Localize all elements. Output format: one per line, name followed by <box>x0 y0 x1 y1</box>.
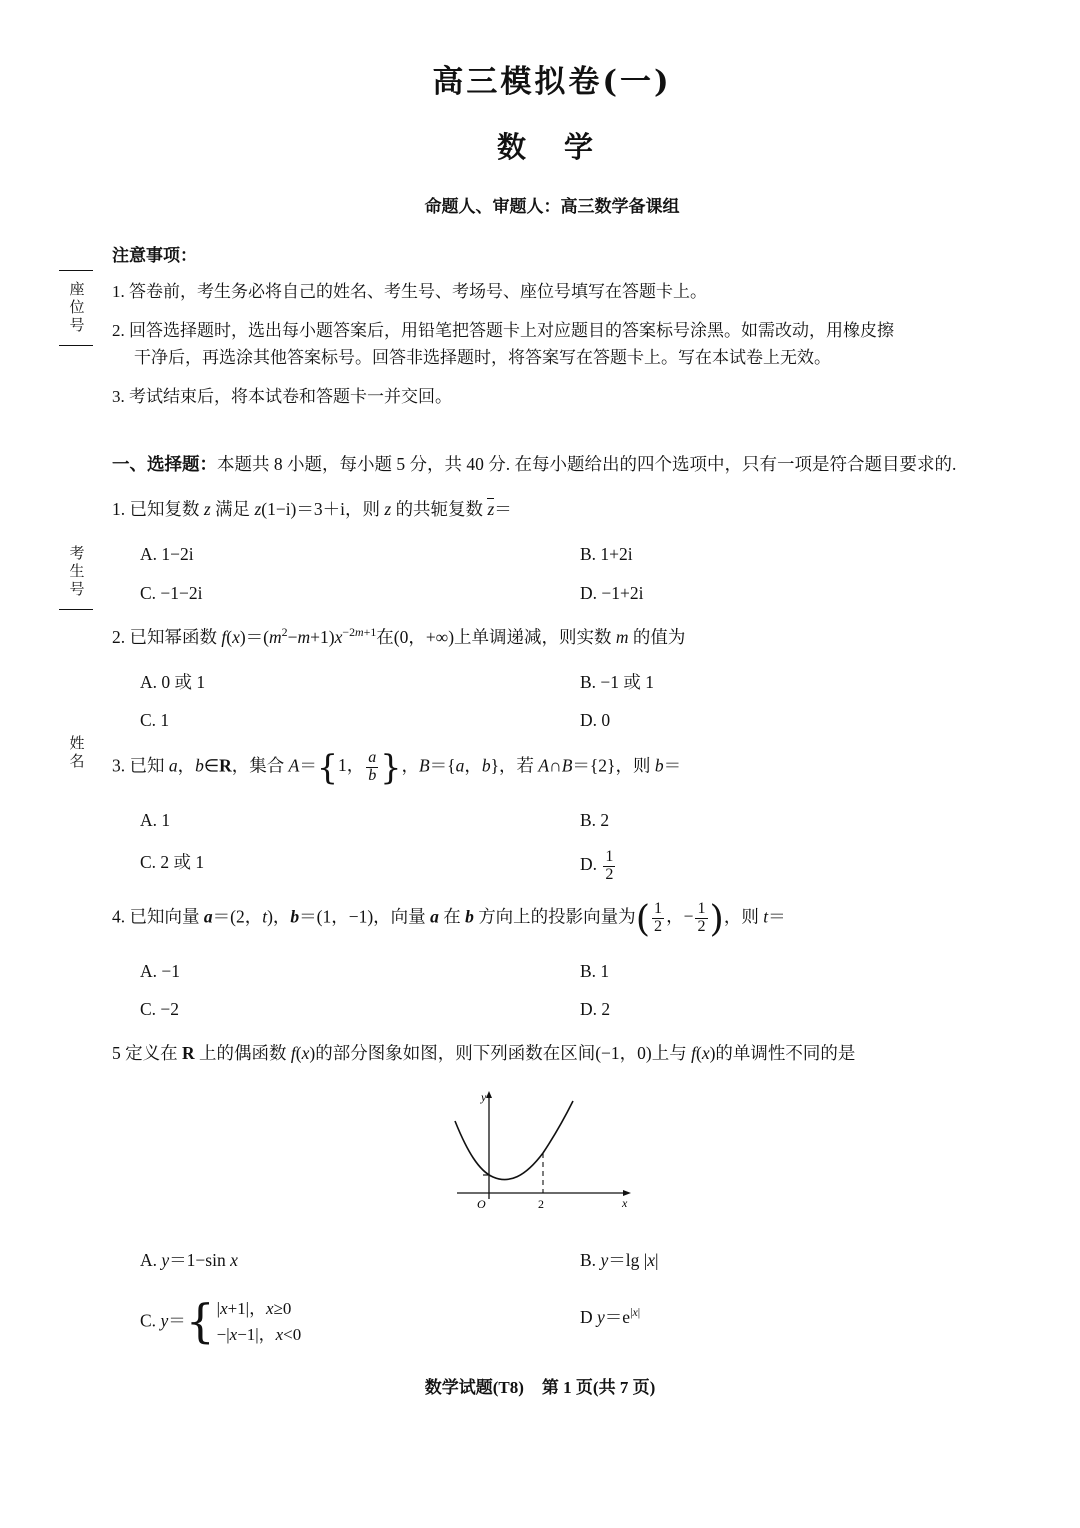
option-d[interactable]: D $y=e^{|x|}$ <box>580 1304 641 1327</box>
question-5-stem: 5 定义在 R 上的偶函数 f(x)的部分图象如图，则下列函数在区间(−1，0)上与 f(x)的单调性不同的是 <box>112 1043 856 1064</box>
origin-label: O <box>477 1197 486 1212</box>
y-axis-arrow <box>486 1091 492 1098</box>
option-b[interactable]: B. 1 <box>580 960 610 981</box>
note-item-line1: 2. 回答选择题时，选出每小题答案后，用铅笔把答题卡上对应题目的答案标号涂黑。如需改动，用橡皮擦 <box>112 321 894 341</box>
option-d[interactable]: D. 2 <box>580 999 611 1020</box>
question-5-options <box>112 1235 992 1348</box>
option-a[interactable]: A. −1 <box>140 960 181 981</box>
option-b[interactable]: B. −1 或 1 <box>580 671 655 692</box>
note-item-line2: 干净后，再选涂其他答案标号。回答非选择题时，将答案写在答题卡上。写在本试卷上无效。 <box>134 347 831 367</box>
question-1-stem: 1. 已知复数 z 满足 z(1−i)＝3＋i，则 z 的共轭复数 z＝ <box>112 499 512 520</box>
question-4-options <box>112 942 992 1023</box>
rail-label-name: 姓名 <box>67 735 84 771</box>
section-text: 本题共 8 小题，每小题 5 分，共 40 分. 在每小题给出的四个选项中，只有一项是符合题目要求的. <box>217 454 957 475</box>
function-graph-svg <box>447 1089 657 1219</box>
option-a[interactable]: A. 1 <box>140 810 171 831</box>
x-tick-label-2: 2 <box>538 1197 544 1212</box>
question-3-stem: 3. 已知 a，b∈R，集合 A＝ { 1， $\frac{a}{b}$ } ，B＝{a，b}，若 A∩B＝{2}，则 b＝ <box>112 747 682 787</box>
question-2-stem: 2. 已知幂函数 $f(x)=(m^2-m+1)x^{-2m+1}$在(0，+∞)上单调递减，则实数 m 的值为 <box>112 625 686 647</box>
page-title: 高三模拟卷(一) <box>432 64 672 100</box>
notes-heading: 注意事项： <box>112 246 197 265</box>
section-heading <box>112 450 992 478</box>
option-c[interactable]: C. 1 <box>140 710 170 731</box>
question-5-figure <box>112 1089 992 1219</box>
byline: 命题人、审题人：高三数学备课组 <box>424 197 680 216</box>
option-a[interactable]: A. 0 或 1 <box>140 671 206 692</box>
option-a[interactable]: A. 1−2i <box>140 544 194 565</box>
rail-name <box>56 725 96 781</box>
option-c[interactable]: C. 2 或 1 <box>140 852 205 873</box>
option-c[interactable]: C. −1−2i <box>140 582 203 603</box>
option-a[interactable]: A. y＝1−sin x <box>140 1250 238 1271</box>
section-label: 一、选择题： <box>112 454 217 475</box>
note-item <box>112 318 992 371</box>
curve-path <box>455 1101 573 1180</box>
option-d[interactable]: D. −1+2i <box>580 582 644 603</box>
question-1 <box>112 495 992 606</box>
question-3 <box>112 747 992 884</box>
exam-paper-body <box>112 0 992 1348</box>
rail-divider-line <box>59 609 93 610</box>
option-b[interactable]: B. 2 <box>580 810 610 831</box>
question-4-stem: 4. 已知向量 a＝(2，t)，b＝(1，−1)，向量 a 在 b 方向上的投影向量为 ( $\frac{1}{2}$ ，− $\frac{1}{2}$ ) ，则 t＝ <box>112 896 786 940</box>
question-4 <box>112 896 992 1022</box>
x-axis-label: x <box>622 1196 628 1211</box>
option-c[interactable]: C. y＝ { |x+1|，x≥0 −|x−1|，x<0 <box>140 1294 302 1348</box>
rail-candidate-number <box>56 535 96 610</box>
left-margin-rail <box>56 270 96 1090</box>
rail-divider-line <box>59 270 93 271</box>
rail-seat-number <box>56 270 96 346</box>
option-d[interactable]: D. 0 <box>580 710 611 731</box>
question-2 <box>112 623 992 734</box>
page-footer <box>0 1373 1080 1398</box>
rail-label-candidate: 考生号 <box>67 545 84 599</box>
question-3-options <box>112 791 992 884</box>
option-d[interactable]: D. $\frac{1}{2}$ <box>580 848 614 884</box>
option-b[interactable]: B. 1+2i <box>580 544 633 565</box>
footer-paper-code: 数学试题(T8) <box>424 1378 524 1397</box>
question-5 <box>112 1039 992 1348</box>
note-item: 3. 考试结束后，将本试卷和答题卡一并交回。 <box>112 387 452 407</box>
subject-title: 数 学 <box>496 130 608 164</box>
y-axis-label: y <box>481 1090 487 1105</box>
footer-page-number: 第 1 页(共 7 页) <box>541 1378 656 1397</box>
option-b[interactable]: B. y＝lg |x| <box>580 1250 659 1271</box>
note-item: 1. 答卷前，考生务必将自己的姓名、考生号、考场号、座位号填写在答题卡上。 <box>112 282 707 301</box>
question-2-options <box>112 657 992 734</box>
question-1-options <box>112 529 992 606</box>
rail-divider-line <box>59 345 93 346</box>
option-c[interactable]: C. −2 <box>140 999 180 1020</box>
rail-label-seat: 座位号 <box>67 281 84 335</box>
